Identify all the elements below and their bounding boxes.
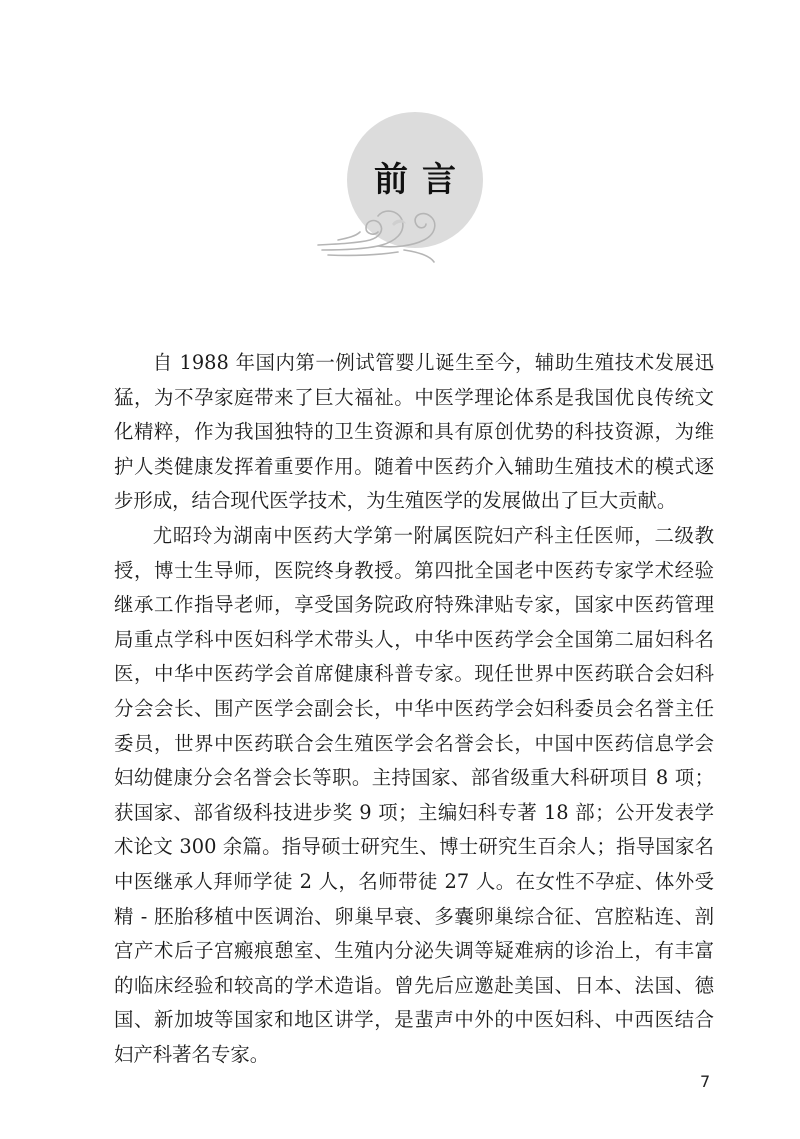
page-number: 7 xyxy=(700,1072,711,1091)
page-title: 前言 xyxy=(374,160,470,200)
preface-body xyxy=(114,346,714,1072)
cloud-swirl-icon xyxy=(308,200,448,270)
paragraph-2: 尤昭玲为湖南中医药大学第一附属医院妇产科主任医师，二级教授，博士生导师，医院终身教授。第四批全国老中医药专家学术经验继承工作指导老师，享受国务院政府特殊津贴专家，国家中医药管理局重点学科中医妇科学术带头人，中华中医药学会全国第二届妇科名医，中华中医药学会首席健康科普专家。现任世界中医药联合会妇科分会会长、围产医学会副会长，中华中医药学会妇科委员会名誉主任委员，世界中医药联合会生殖医学会名誉会长，中国中医药信息学会妇幼健康分会名誉会长等职。主持国家、部省级重大科研项目 8 项；获国家、部省级科技进步奖 9 项；主编妇科专著 18 部；公开发表学术论文 300 余篇。指导硕士研究生、博士研究生百余人；指导国家名中医继承人拜师学徒 2 人，名师带徒 27 人。在女性不孕症、体外受精 - 胚胎移植中医调治、卵巢早衰、多囊卵巢综合征、宫腔粘连、剖宫产术后子宫瘢痕憩室、生殖内分泌失调等疑难病的诊治上，有丰富的临床经验和较高的学术造诣。曾先后应邀赴美国、日本、法国、德国、新加坡等国家和地区讲学，是蜚声中外的中医妇科、中西医结合妇产科著名专家。 xyxy=(114,523,714,1066)
paragraph-1: 自 1988 年国内第一例试管婴儿诞生至今，辅助生殖技术发展迅猛，为不孕家庭带来了巨大福祉。中医学理论体系是我国优良传统文化精粹，作为我国独特的卫生资源和具有原创优势的科技资源，为维护人类健康发挥着重要作用。随着中医药介入辅助生殖技术的模式逐步形成，结合现代医学技术，为生殖医学的发展做出了巨大贡献。 xyxy=(114,351,714,513)
